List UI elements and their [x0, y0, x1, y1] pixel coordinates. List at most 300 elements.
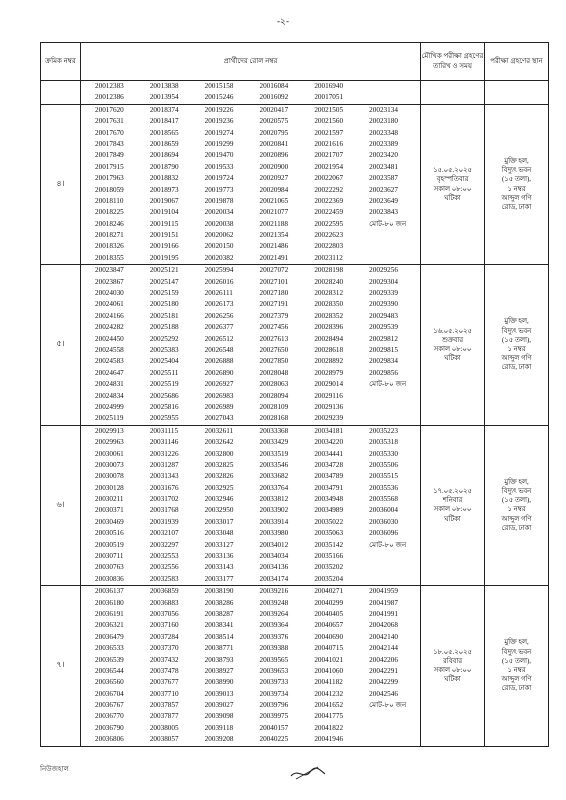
roll-number: 20036790 [95, 723, 124, 732]
roll-number: 20018110 [95, 196, 124, 205]
roll-number: 20039027 [204, 701, 234, 710]
roll-numbers-cell [81, 81, 421, 105]
roll-number: 20018246 [95, 219, 124, 228]
header-rolls: প্রার্থীদের রোল নম্বর [81, 43, 421, 81]
roll-number: 20018225 [95, 208, 124, 217]
roll-number: 20029239 [314, 414, 344, 423]
roll-number: 20019724 [204, 174, 234, 183]
roll-number: 20027043 [204, 414, 234, 423]
roll-number: 20036191 [95, 609, 124, 618]
roll-number: 20040405 [314, 609, 344, 618]
roll-number: 20035142 [314, 540, 344, 549]
roll-number: 20018417 [149, 117, 179, 126]
roll-number: 20040690 [314, 632, 344, 641]
roll-number: 20023134 [369, 105, 398, 114]
roll-number: 20024831 [95, 380, 124, 389]
roll-column [314, 265, 365, 424]
roll-column [150, 81, 201, 104]
roll-number: 20035063 [314, 529, 344, 538]
roll-number: 20041775 [314, 712, 344, 721]
roll-number: 20018790 [149, 162, 179, 171]
roll-number: 20034948 [314, 495, 344, 504]
roll-number: 20018832 [149, 174, 179, 183]
roll-numbers-cell [81, 425, 421, 585]
roll-number: 20019470 [204, 151, 234, 160]
roll-number: 20035506 [369, 460, 398, 469]
roll-number: 20029116 [314, 391, 343, 400]
venue-line: (১৫ তলা), [502, 497, 531, 505]
roll-number: 20028168 [259, 414, 289, 423]
venue-line: বিদ্যুৎ ভবন [501, 327, 532, 335]
roll-number: 20034181 [314, 426, 344, 435]
roll-number: 20032297 [149, 540, 179, 549]
roll-number: 20032826 [204, 472, 234, 481]
date-line: সকাল ০৮:০০ [433, 506, 472, 514]
roll-number: 20028094 [259, 391, 289, 400]
roll-number: 20029539 [369, 323, 398, 332]
roll-number: 20032642 [204, 438, 234, 447]
roll-number: 20023649 [369, 196, 398, 205]
roll-numbers-cell [81, 104, 421, 264]
roll-number: 20032553 [149, 552, 179, 561]
roll-number: 20035223 [369, 426, 398, 435]
roll-number: 20018355 [95, 253, 124, 262]
roll-number: 20036883 [149, 598, 179, 607]
roll-number: 20041232 [314, 689, 344, 698]
roll-number: 20039733 [259, 678, 289, 687]
roll-number: 20042291 [369, 666, 398, 675]
roll-number: 20036560 [95, 678, 124, 687]
roll-number: 20039653 [259, 666, 289, 675]
roll-number: 20026512 [204, 334, 234, 343]
roll-column [205, 105, 256, 264]
roll-number: 20030211 [95, 495, 124, 504]
roll-number: 20019274 [204, 128, 234, 137]
roll-number: 20024061 [95, 300, 124, 309]
venue-line: ১ নম্বর [507, 506, 526, 514]
date-line: বৃহস্পতিবার [436, 176, 469, 184]
roll-number: 20026377 [204, 323, 234, 332]
roll-number: 20031343 [149, 472, 179, 481]
roll-column [95, 586, 146, 745]
roll-number: 20019151 [149, 231, 179, 240]
roll-number: 20033764 [259, 483, 289, 492]
roll-number: 20022459 [314, 208, 344, 217]
roll-number: 20033914 [259, 517, 289, 526]
roll-number: 20028350 [314, 300, 344, 309]
roll-number: 20034441 [314, 449, 344, 458]
roll-number: 20035318 [369, 438, 398, 447]
roll-number: 20027072 [259, 266, 289, 275]
roll-number: 20023112 [314, 253, 343, 262]
roll-number: 20032583 [149, 574, 179, 583]
roll-column [259, 426, 310, 585]
roll-number: 20012386 [95, 93, 124, 102]
venue-line: ১ নম্বর [507, 185, 526, 193]
roll-number: 20027379 [259, 311, 289, 320]
roll-number: 20033017 [204, 517, 234, 526]
roll-number: 20018374 [149, 105, 179, 114]
roll-number: 20018326 [95, 242, 124, 251]
roll-number: 20035515 [369, 472, 398, 481]
table-row [41, 586, 549, 746]
roll-number: 20019773 [204, 185, 234, 194]
roll-number: 20030078 [95, 472, 124, 481]
signature [288, 764, 328, 786]
roll-number: 20030763 [95, 563, 124, 572]
roll-number: 20035330 [369, 449, 398, 458]
table-header-row [41, 43, 549, 81]
venue-line: (১৫ তলা), [502, 176, 531, 184]
roll-number: 20019226 [204, 105, 234, 114]
roll-number: 20020038 [204, 219, 234, 228]
roll-number: 20032107 [149, 529, 179, 538]
roll-number: 20033519 [259, 449, 289, 458]
roll-number: 20039975 [259, 712, 289, 721]
roll-number: 20023481 [369, 162, 398, 171]
roll-number: 20026173 [204, 300, 234, 309]
roll-number: 20025955 [149, 414, 179, 423]
roll-number: 20028109 [259, 402, 289, 411]
roll-number: 20026111 [204, 289, 233, 298]
roll-number [369, 734, 420, 745]
date-time-cell [421, 265, 485, 425]
roll-number: 20041946 [314, 735, 344, 744]
roll-number: 20017631 [95, 117, 124, 126]
roll-number: 20030836 [95, 574, 124, 583]
roll-number: 20032611 [204, 426, 234, 435]
roll-number: 20039216 [259, 587, 289, 596]
roll-number: 20039364 [259, 621, 289, 630]
roll-number: 20025119 [95, 414, 124, 423]
roll-number: 20026989 [204, 402, 234, 411]
roll-number: 20042140 [369, 632, 398, 641]
roll-number: 20039734 [259, 689, 289, 698]
roll-number: 20031226 [149, 449, 179, 458]
roll-number: 20025519 [149, 380, 179, 389]
roll-number: 20036479 [95, 632, 124, 641]
venue-line: বিদ্যুৎ ভবন [501, 167, 532, 175]
roll-number: 20039376 [259, 632, 289, 641]
roll-number [369, 574, 420, 585]
roll-number: 20039098 [204, 712, 234, 721]
roll-column [369, 265, 420, 424]
roll-number: 20029014 [314, 380, 344, 389]
roll-column [369, 426, 420, 585]
roll-number: 20038990 [204, 678, 234, 687]
roll-number: 20030711 [95, 552, 124, 561]
roll-number: 20034034 [259, 552, 289, 561]
roll-number: 20027456 [259, 323, 289, 332]
roll-column [314, 586, 365, 745]
roll-column [369, 105, 420, 264]
roll-number: 20035204 [314, 574, 344, 583]
roll-number: 20040225 [259, 735, 289, 744]
roll-number: 20039388 [259, 644, 289, 653]
roll-number: 20018565 [149, 128, 179, 137]
roll-number: 20022369 [314, 196, 344, 205]
roll-number: 20036539 [95, 655, 124, 664]
roll-number: 20028048 [259, 368, 289, 377]
roll-column [259, 105, 310, 264]
roll-number: 20036321 [95, 621, 124, 630]
venue-line: রোড, ঢাকা [501, 524, 532, 532]
roll-number: 20020984 [259, 185, 289, 194]
venue-line: রোড, ঢাকা [501, 203, 532, 211]
roll-number: 20020900 [259, 162, 289, 171]
serial-cell [41, 81, 81, 105]
roll-number: 20017670 [95, 128, 124, 137]
roll-number: 20031115 [149, 426, 179, 435]
roll-number: 20015246 [204, 93, 234, 102]
roll-number: 20017849 [95, 151, 124, 160]
venue-cell [485, 425, 549, 585]
date-line: ১৭.০৫.২০২৫ [433, 488, 472, 496]
roll-numbers-cell [81, 586, 421, 746]
roll-number: 20030516 [95, 529, 124, 538]
header-date-time: মৌখিক পরীক্ষা গ্রহণের তারিখ ও সময় [421, 43, 485, 81]
roll-number: 20033812 [259, 495, 289, 504]
table-row [41, 425, 549, 585]
roll-number: 20019067 [149, 196, 179, 205]
roll-number: 20025686 [149, 391, 179, 400]
roll-number: 20036096 [369, 529, 398, 538]
roll-number: 20025404 [149, 357, 179, 366]
roll-column [205, 586, 256, 745]
table-row [41, 104, 549, 264]
roll-number: মোট-৮০ জন [369, 219, 407, 228]
roll-number: 20037056 [149, 609, 179, 618]
roll-number: 20028312 [314, 289, 344, 298]
roll-number: 20033980 [259, 529, 289, 538]
roll-number [369, 562, 420, 573]
roll-number: 20036806 [95, 735, 124, 744]
roll-number: 20033048 [204, 529, 234, 538]
roll-number: 20030061 [95, 449, 124, 458]
roll-number: 20041822 [314, 723, 344, 732]
roll-number: 20042546 [369, 689, 398, 698]
roll-number: 20023587 [369, 174, 398, 183]
roll-number: 20032946 [204, 495, 234, 504]
venue-line: মুক্তি হল, [504, 639, 529, 647]
roll-number: 20016092 [259, 93, 289, 102]
roll-numbers-cell [81, 265, 421, 425]
roll-number: 20028979 [314, 368, 344, 377]
roll-number [369, 253, 420, 264]
roll-number: 20029390 [369, 300, 398, 309]
roll-number: 20018659 [149, 139, 179, 148]
roll-number: 20021560 [314, 117, 344, 126]
roll-number: 20020417 [259, 105, 289, 114]
roll-number: 20037877 [149, 712, 179, 721]
roll-number: 20028494 [314, 334, 344, 343]
roll-number: 20019195 [149, 253, 179, 262]
roll-number: 20026890 [204, 368, 234, 377]
roll-number: 20021077 [259, 208, 289, 217]
roll-number [369, 241, 420, 252]
date-time-cell [421, 81, 485, 105]
roll-number: 20022623 [314, 231, 344, 240]
roll-number: 20032925 [204, 483, 234, 492]
roll-number: 20037284 [149, 632, 179, 641]
roll-column [205, 81, 256, 104]
roll-number: 20029483 [369, 311, 398, 320]
roll-number: 20031287 [149, 460, 179, 469]
roll-number: 20033546 [259, 460, 289, 469]
roll-number: 20034791 [314, 483, 344, 492]
roll-number: 20029136 [314, 402, 344, 411]
roll-number: 20024558 [95, 345, 124, 354]
roll-number: 20021491 [259, 253, 289, 262]
table-row [41, 265, 549, 425]
roll-number: 20035166 [314, 552, 344, 561]
roll-number: 20023420 [369, 151, 398, 160]
office-mark: নিউজহাল [40, 765, 69, 773]
roll-number: 20031939 [149, 517, 179, 526]
date-line: সকাল ০৮:০০ [433, 666, 472, 674]
roll-number: 20037432 [149, 655, 179, 664]
venue-line: ১ নম্বর [507, 666, 526, 674]
roll-number: 20037677 [149, 678, 179, 687]
roll-number: 20029963 [95, 438, 124, 447]
roll-column [259, 586, 310, 745]
roll-number: 20031146 [149, 438, 179, 447]
serial-cell: ৭। [41, 586, 81, 746]
roll-column [205, 426, 256, 585]
roll-number: 20021486 [259, 242, 289, 251]
roll-number: মোট-৮০ জন [369, 380, 407, 389]
roll-number: 20021354 [259, 231, 289, 240]
date-line: ঘটিকা [444, 676, 461, 684]
date-line: ১৮.০৫.২০২৫ [433, 648, 472, 656]
roll-number: 20035536 [369, 483, 398, 492]
venue-line: (১৫ তলা), [502, 336, 531, 344]
roll-number: 20017915 [95, 162, 124, 171]
roll-number: 20023867 [95, 277, 124, 286]
roll-number: 20025180 [149, 300, 179, 309]
roll-number: 20034174 [259, 574, 289, 583]
roll-number: 20036704 [95, 689, 124, 698]
roll-column [95, 426, 146, 585]
roll-number: 20038927 [204, 666, 234, 675]
roll-number: 20026927 [204, 380, 234, 389]
roll-number: 20030128 [95, 483, 124, 492]
venue-line: আব্দুল গণি [501, 676, 532, 684]
roll-number: 20027101 [259, 277, 289, 286]
date-line: শুক্রবার [441, 336, 464, 344]
roll-number: 20022292 [314, 185, 344, 194]
date-line: সকাল ০৮:০০ [433, 345, 472, 353]
date-time-cell [421, 104, 485, 264]
venue-cell [485, 81, 549, 105]
roll-number: 20036767 [95, 701, 124, 710]
roll-number: 20019533 [204, 162, 234, 171]
serial-cell: ৬। [41, 425, 81, 585]
roll-number: 20037370 [149, 644, 179, 653]
roll-number: 20032950 [204, 506, 234, 515]
venue-line: মুক্তি হল, [504, 158, 529, 165]
roll-number: 20038005 [149, 723, 179, 732]
venue-cell [485, 104, 549, 264]
roll-number: 20028618 [314, 345, 344, 354]
date-line: সকাল ০৮:০০ [433, 185, 472, 193]
date-line: রবিবার [443, 657, 462, 665]
roll-number: 20036770 [95, 712, 124, 721]
roll-number: 20031676 [149, 483, 179, 492]
roll-number: 20028063 [259, 380, 289, 389]
roll-number: 20022595 [314, 219, 344, 228]
roll-number [369, 413, 420, 424]
roll-column [259, 265, 310, 424]
roll-number: 20034012 [259, 540, 289, 549]
roll-number: 20016084 [259, 82, 289, 90]
date-line: ঘটিকা [444, 515, 461, 523]
roll-number: 20026548 [204, 345, 234, 354]
roll-column [369, 81, 420, 104]
roll-number: 20041652 [314, 701, 344, 710]
roll-number: 20024030 [95, 289, 124, 298]
roll-number: 20032800 [204, 449, 234, 458]
header-venue: পরীক্ষা গ্রহণের স্থান [485, 43, 549, 81]
roll-number: 20020841 [259, 139, 289, 148]
roll-number: 20020034 [204, 208, 234, 217]
roll-number: 20035568 [369, 495, 398, 504]
roll-number: 20023847 [95, 266, 124, 275]
date-time-cell [421, 425, 485, 585]
roll-number: 20030469 [95, 517, 124, 526]
roll-column [259, 81, 310, 104]
roll-number: 20023843 [369, 208, 398, 217]
venue-line: রোড, ঢাকা [501, 685, 532, 693]
roll-number [369, 391, 420, 402]
roll-number: 20017843 [95, 139, 124, 148]
roll-number: 20017620 [95, 105, 124, 114]
roll-number: 20025511 [149, 368, 179, 377]
roll-number: 20040657 [314, 621, 344, 630]
roll-number: 20030519 [95, 540, 124, 549]
roll-number: 20033127 [204, 540, 234, 549]
roll-number: 20017051 [314, 93, 344, 102]
roll-number: 20022803 [314, 242, 344, 251]
roll-number: 20024583 [95, 357, 124, 366]
venue-line: আব্দুল গণি [501, 194, 532, 202]
roll-number: 20042068 [369, 621, 398, 630]
roll-number: 20034136 [259, 563, 289, 572]
roll-number: 20036180 [95, 598, 124, 607]
roll-number-table [40, 42, 549, 747]
roll-number: 20023389 [369, 139, 398, 148]
page-number: -২- [276, 17, 290, 27]
roll-number: 20041182 [314, 678, 343, 687]
roll-column [95, 265, 146, 424]
venue-line: ১ নম্বর [507, 345, 526, 353]
roll-number: 20029256 [369, 266, 398, 275]
roll-number: 20024450 [95, 334, 124, 343]
roll-number: 20019299 [204, 139, 234, 148]
roll-number: 20013838 [149, 82, 179, 90]
roll-number: 20027650 [259, 345, 289, 354]
roll-number: 20035202 [314, 563, 344, 572]
roll-number: 20023348 [369, 128, 398, 137]
roll-number: 20039208 [204, 735, 234, 744]
roll-number: 20026256 [204, 311, 234, 320]
roll-number: 20028198 [314, 266, 344, 275]
roll-number: 20024834 [95, 391, 124, 400]
roll-number: 20039013 [204, 689, 234, 698]
roll-number: 20038771 [204, 644, 234, 653]
venue-line: (১৫ তলা), [502, 657, 531, 665]
roll-number: 20039565 [259, 655, 289, 664]
